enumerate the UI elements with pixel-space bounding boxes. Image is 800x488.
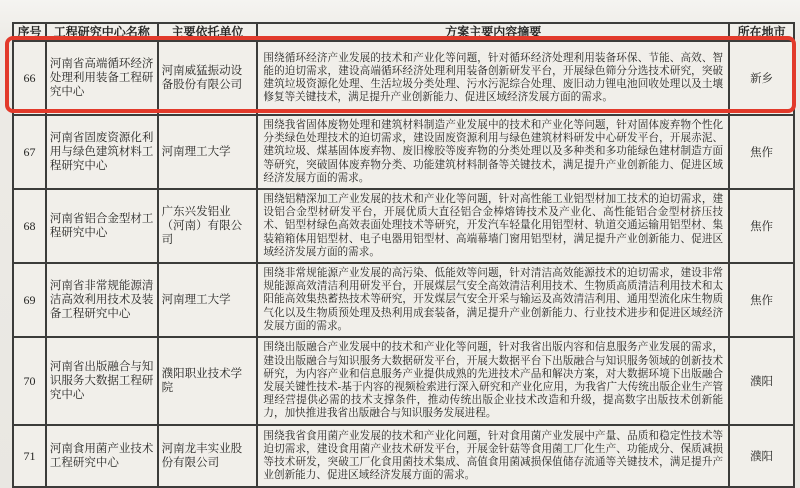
- city-label: 濮阳: [730, 338, 795, 426]
- table-row-66: [14, 42, 795, 116]
- row-number: 67: [14, 116, 47, 190]
- plan-summary: [258, 426, 730, 488]
- row-number: 71: [14, 426, 47, 488]
- table-row-71: [14, 426, 795, 488]
- header-cell-index: 序号: [14, 24, 47, 42]
- plan-summary-text: 围绕循环经济产业发展的技术和产业化等问题，针对循环经济处理利用装备环保、节能、高效、智能的迫切需求，建设高端循环经济处理利用装备创新研发平台，开展绿色筛分分选技术研究，突破建筑垃圾资源化处理、生活垃圾分类处理、污水污泥综合处理、废旧动力锂电池回收处理以及土壤修复等关键技术，满足提升产业创新能力、促进区域经济发展方面的需求。: [263, 52, 724, 104]
- plan-summary: [258, 190, 730, 264]
- plan-summary-text: 围绕非常规能源产业发展的高污染、低能效等问题，针对清洁高效能源技术的迫切需求，建设非常规能源高效清洁利用研发平台，开展煤层气安全高效清洁利用技术、生物质高质清洁利用技术和太阳能高效集热蓄热技术等研究，开发煤层气安全开采与输运及高效清洁利用、通用型流化床生物质气化以及生物质预处理及热利用成套装备，满足提升产业创新能力、行业技术进步和促进区域经济发展方面的需求。: [263, 268, 724, 332]
- table-row-68: [14, 190, 795, 264]
- plan-summary-text: 围绕铝精深加工产业发展的技术和产业化等问题，针对高性能工业铝型材加工技术的迫切需求，建设铝合金型材研发平台，开展优质大直径铝合金棒熔铸技术及产业化、高性能铝合金型材挤压技术、铝型材绿色高效表面处理技术等研究，开发汽车轻量化用铝型材、轨道交通运输用铝型材、集装箱箱体用铝型材、电子电器用铝型材、高端幕墙门窗用铝型材，满足提升产业创新能力、促进区域经济发展方面的需求。: [263, 194, 724, 258]
- city-label: 濮阳: [730, 426, 795, 488]
- center-name: 河南省出版融合与知识服务大数据工程研究中心: [47, 338, 159, 426]
- table-header-row: [14, 24, 795, 42]
- plan-summary-text: 围绕我省固体废物处理和建筑材料制造产业发展中的技术和产业化等问题，针对固体废弃物个性化分类绿色处理技术的迫切需求，建设固废资源利用与绿色建筑材料研发中心研发平台，开展赤泥、建筑垃圾、煤基固体废弃物、废旧橡胶等废弃物的分类处理以及多种类和多功能绿色建材制造方面等研究，突破固体废弃物分类、功能建筑材料制备等关键技术，满足提升产业创新能力、促进区域经济发展方面的需求。: [263, 120, 724, 184]
- city-label: 焦作: [730, 190, 795, 264]
- support-org: 广东兴发铝业（河南）有限公司: [159, 190, 259, 264]
- support-org: 河南理工大学: [159, 264, 259, 338]
- center-name: 河南省固废资源化利用与绿色建筑材料工程研究中心: [47, 116, 159, 190]
- support-org: 河南威猛振动设备股份有限公司: [159, 42, 259, 116]
- support-org: 濮阳职业技术学院: [159, 338, 259, 426]
- row-number: 68: [14, 190, 47, 264]
- support-org: 河南龙丰实业股份有限公司: [159, 426, 259, 488]
- city-label: 焦作: [730, 116, 795, 190]
- row-number: 70: [14, 338, 47, 426]
- city-label: 新乡: [730, 42, 795, 116]
- table-row-69: [14, 264, 795, 338]
- header-cell-org: 主要依托单位: [159, 24, 259, 42]
- plan-summary: [258, 116, 730, 190]
- plan-summary-text: 围绕我省食用菌产业发展的技术和产业化问题，针对食用菌产业发展中产量、品质和稳定性技术等迫切需求，建设食用菌产业技术研发平台，开展金针菇等食用菌工厂化生产、功能成分、保质减损等技术研发，突破工厂化食用菌技术集成、高值食用菌减损保值储存流通等关键技术，满足提升产业创新能力、促进区域经济发展方面的需求。: [263, 430, 724, 482]
- support-org: 河南理工大学: [159, 116, 259, 190]
- table-row-70: [14, 338, 795, 426]
- row-number: 66: [14, 42, 47, 116]
- center-name: 河南省高端循环经济处理利用装备工程研究中心: [47, 42, 159, 116]
- plan-summary: [258, 338, 730, 426]
- plan-summary-text: 围绕出版融合产业发展中的技术和产业化等问题，针对我省出版内容和信息服务产业发展的需求，建设出版融合与知识服务大数据研发平台，开展大数据平台下出版融合与知识服务领域的创新技术研究，为内容产业和信息服务产业提供成熟的先进技术产品和解决方案，对大数据环境下出版融合发展关键性技术-基于内容的视频检索进行深入研究和产业化应用，为我省广大传统出版企业生产管理经营提供必需的技术支撑条件，推动传统出版企业技术改造和升级，提高数字出版技术创新能力，加快推进我省出版融合与知识服务发展进程。: [263, 342, 724, 420]
- plan-summary: [258, 42, 730, 116]
- table-row-67: [14, 116, 795, 190]
- city-label: 焦作: [730, 264, 795, 338]
- header-cell-name: 工程研究中心名称: [47, 24, 159, 42]
- header-cell-city: 所在地市: [730, 24, 795, 42]
- plan-summary: [258, 264, 730, 338]
- header-cell-summary: 方案主要内容摘要: [258, 24, 730, 42]
- center-name: 河南食用菌产业技术工程研究中心: [47, 426, 159, 488]
- row-number: 69: [14, 264, 47, 338]
- center-name: 河南省非常规能源清洁高效利用技术及装备工程研究中心: [47, 264, 159, 338]
- center-name: 河南省铝合金型材工程研究中心: [47, 190, 159, 264]
- research-centers-table: [12, 22, 795, 488]
